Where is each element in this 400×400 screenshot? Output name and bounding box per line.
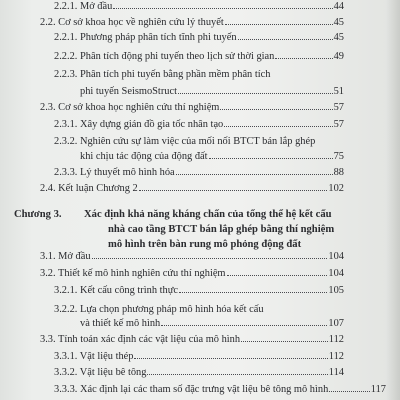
toc-page-number: 104 (328, 251, 344, 262)
dot-leader (225, 24, 333, 25)
toc-entry-title: 2.3. Cơ sở khoa học nghiên cứu thí nghiệm (40, 102, 220, 113)
toc-entry-title: 2.3.1. Xây dựng gián đồ gia tốc nhân tạo (54, 119, 224, 130)
dot-leader (220, 109, 332, 110)
chapter-label: Chương 3. (14, 209, 62, 220)
toc-page-number: 44 (333, 1, 344, 12)
toc-entry-title: 3.2.1. Kết cấu công trình thực (54, 285, 178, 296)
chapter-title-line: mô hình trên bàn rung mô phỏng động đất (108, 239, 302, 250)
toc-entry-title: 2.3.2. Nghiên cứu sự làm việc của mối nối BTCT bán lắp ghép (54, 136, 316, 147)
toc-entry-title: 3.3. Tính toán xác định các vật liệu của mô hình (40, 334, 241, 345)
toc-page-number: 107 (328, 318, 344, 329)
toc-entry-title: 2.4. Kết luận Chương 2 (40, 183, 138, 194)
toc-entry-title-continued: và thiết kế mô hình (80, 318, 161, 329)
dot-leader (147, 374, 327, 375)
toc-page-number: 75 (333, 151, 344, 162)
toc-page-number: 105 (328, 285, 344, 296)
toc-page-number: 57 (333, 102, 344, 113)
toc-entry-title: 2.2.2. Phân tích động phi tuyến theo lịch sử thời gian (54, 51, 275, 62)
dot-leader (209, 158, 333, 159)
toc-page-number: 104 (328, 268, 344, 279)
dot-leader (329, 391, 370, 392)
toc-entry-title: 2.2.3. Phân tích phi tuyến bằng phần mềm phân tích (54, 69, 271, 80)
toc-entry-title: 3.3.2. Vật liệu bê tông (54, 367, 147, 378)
toc-page-number: 57 (333, 119, 344, 130)
page-edge-shadow (386, 0, 400, 400)
toc-entry-title: 3.3.3. Xác định lại các tham số đặc trưng vật liệu bê tông mô hình (54, 384, 329, 395)
dot-leader (275, 58, 332, 59)
toc-page-number: 112 (328, 351, 344, 362)
dot-leader (176, 174, 333, 175)
dot-leader (227, 275, 328, 276)
chapter-title-line: nhà cao tầng BTCT bán lắp ghép bằng thí nghiệm (108, 224, 335, 235)
dot-leader (134, 358, 327, 359)
toc-page-number: 45 (333, 17, 344, 28)
toc-entry-title-continued: khi chịu tác động của động đất (80, 151, 208, 162)
toc-entry-title: 2.2.1. Mở đầu (54, 1, 113, 12)
toc-page-number: 88 (333, 167, 344, 178)
toc-page-number: 51 (333, 86, 344, 97)
toc-page-number: 114 (328, 367, 344, 378)
toc-entry-title: 3.2. Thiết kế mô hình nghiên cứu thí nghiệm (40, 268, 226, 279)
chapter-title-line: Xác định khả năng kháng chấn của tổng thể hệ kết cấu (84, 209, 332, 220)
dot-leader (241, 341, 328, 342)
dot-leader (179, 292, 327, 293)
dot-leader (113, 8, 332, 9)
dot-leader (92, 258, 328, 259)
toc-page-number: 117 (370, 384, 386, 395)
toc-page-number: 112 (328, 334, 344, 345)
toc-entry-title: 2.3.3. Lý thuyết mô hình hóa (54, 167, 175, 178)
dot-leader (238, 39, 333, 40)
toc-entry-title: 3.2.2. Lựa chọn phương pháp mô hình hóa kết cấu (54, 304, 264, 315)
toc-page-number: 49 (333, 51, 344, 62)
toc-entry-title: 2.2.1. Phương pháp phân tích tĩnh phi tuyến (54, 32, 237, 43)
dot-leader (161, 325, 327, 326)
toc-entry-title: 3.1. Mở đầu (40, 251, 91, 262)
dot-leader (139, 190, 328, 191)
toc-page-number: 45 (333, 32, 344, 43)
toc-entry-title: 2.2. Cơ sở khoa học về nghiên cứu lý thuyết (40, 17, 224, 28)
toc-page-number: 102 (328, 183, 344, 194)
toc-entry-title-continued: phi tuyến SeismoStruct (80, 86, 177, 97)
dot-leader (224, 126, 332, 127)
toc-entry-title: 3.3.1. Vật liệu thép (54, 351, 134, 362)
dot-leader (178, 93, 333, 94)
